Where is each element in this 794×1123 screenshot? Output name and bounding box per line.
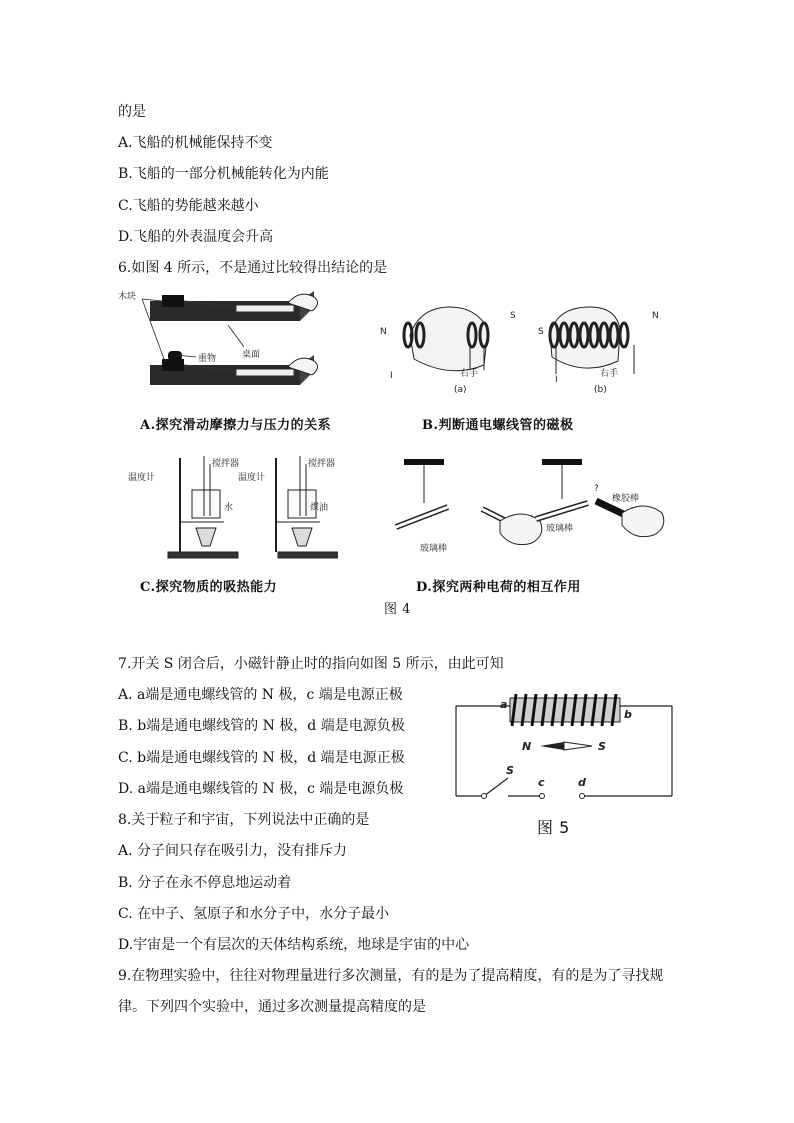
- q9-line2: 律。下列四个实验中，通过多次测量提高精度的是: [118, 999, 426, 1015]
- q7-option-c: C. b端是通电螺线管的 N 极，d 端是电源正极: [118, 750, 405, 766]
- q5-option-a: A.飞船的机械能保持不变: [118, 135, 273, 151]
- solenoid-b: [550, 307, 634, 374]
- label-block: 木块: [118, 292, 137, 302]
- label-thermo-2: 温度计: [238, 473, 266, 483]
- label-hand-b: 右手: [600, 369, 619, 379]
- q8-option-a: A. 分子间只存在吸引力，没有排斥力: [118, 843, 348, 859]
- q8-option-c: C. 在中子、氢原子和水分子中，水分子最小: [118, 906, 390, 922]
- q7-option-b: B. b端是通电螺线管的 N 极，d 端是电源负极: [118, 718, 405, 734]
- figure-4a-friction: [118, 285, 363, 405]
- label-i-a: I: [390, 371, 393, 381]
- label-stirrer-2: 搅拌器: [308, 459, 336, 469]
- label-rubber: 橡胶棒: [612, 494, 640, 504]
- label-d: d: [578, 776, 586, 789]
- label-s-a: S: [510, 311, 516, 321]
- label-water: 水: [224, 503, 234, 513]
- solenoid-a: [404, 307, 488, 371]
- label-n-a: N: [380, 327, 387, 337]
- caption-4b: B.判断通电螺线管的磁极: [422, 418, 574, 433]
- label-oil: 煤油: [310, 503, 329, 513]
- label-hand-a: 右手: [460, 369, 479, 379]
- label-i-b: I: [555, 375, 558, 385]
- figure-5-caption: 图 5: [537, 818, 570, 837]
- label-b: (b): [594, 385, 607, 395]
- q5-option-c: C.飞船的势能越来越小: [118, 198, 259, 214]
- q7-stem: 7.开关 S 闭合后，小磁针静止时的指向如图 5 所示，由此可知: [118, 656, 504, 672]
- caption-4c: C.探究物质的吸热能力: [140, 580, 278, 595]
- q6-stem: 6.如图 4 所示，不是通过比较得出结论的是: [118, 260, 388, 276]
- q5-tail: 的是: [118, 104, 146, 120]
- q5-option-d: D.飞船的外表温度会升高: [118, 229, 274, 245]
- label-stirrer-1: 搅拌器: [212, 459, 240, 469]
- label-switch-s: S: [506, 764, 514, 777]
- q5-option-b: B.飞船的一部分机械能转化为内能: [118, 166, 329, 182]
- label-glass-1: 玻璃棒: [420, 544, 448, 554]
- label-thermo-1: 温度计: [128, 473, 156, 483]
- label-glass-2: 玻璃棒: [546, 524, 574, 534]
- figure-4b-solenoid: [370, 290, 670, 400]
- figure-4d-charges: [390, 455, 680, 565]
- label-q: ?: [594, 484, 599, 494]
- q7-option-a: A. a端是通电螺线管的 N 极，c 端是电源正极: [118, 687, 403, 703]
- q7-option-d: D. a端是通电螺线管的 N 极，c 端是电源负极: [118, 781, 404, 797]
- label-b-end: b: [624, 708, 632, 721]
- caption-4a: A.探究滑动摩擦力与压力的关系: [140, 418, 332, 433]
- figure-4-label: 图 4: [384, 602, 411, 617]
- label-s-b: S: [538, 327, 544, 337]
- label-needle-n: N: [522, 740, 532, 753]
- label-n-b: N: [652, 311, 659, 321]
- caption-4d: D.探究两种电荷的相互作用: [416, 580, 581, 595]
- label-a-end: a: [500, 698, 508, 711]
- q8-option-d: D.宇宙是一个有层次的天体结构系统，地球是宇宙的中心: [118, 937, 470, 953]
- q9-line1: 9.在物理实验中，往往对物理量进行多次测量，有的是为了提高精度，有的是为了寻找规: [118, 968, 664, 984]
- figure-4c-heat: [128, 450, 338, 560]
- q8-option-b: B. 分子在永不停息地运动着: [118, 875, 292, 891]
- label-table: 桌面: [242, 350, 261, 360]
- label-a: (a): [454, 385, 467, 395]
- label-weight: 重物: [198, 354, 217, 364]
- label-needle-s: S: [598, 740, 606, 753]
- q8-stem: 8.关于粒子和宇宙，下列说法中正确的是: [118, 812, 370, 828]
- label-c: c: [538, 776, 545, 789]
